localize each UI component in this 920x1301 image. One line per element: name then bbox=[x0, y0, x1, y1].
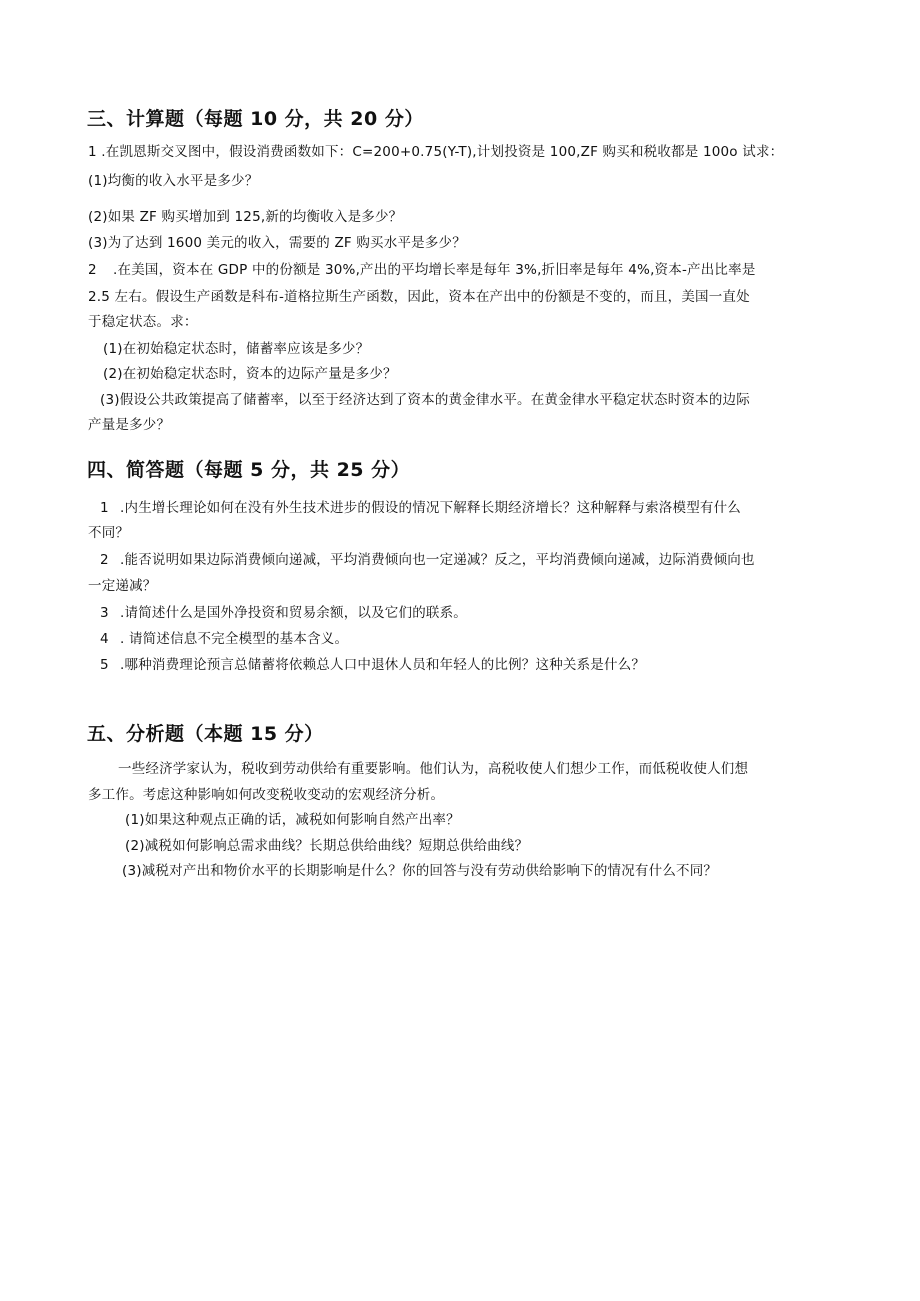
short-q4-line1: . 请简述信息不完全模型的基本含义。 bbox=[120, 631, 349, 647]
analysis-intro-line2: 多工作。考虑这种影响如何改变税收变动的宏观经济分析。 bbox=[88, 787, 445, 803]
calc-q2-part-b: (2)在初始稳定状态时，资本的边际产量是多少？ bbox=[103, 366, 397, 382]
section-title-analysis: 五、分析题（本题 15 分） bbox=[87, 723, 324, 745]
calc-q1-part-c: (3)为了达到 1600 美元的收入，需要的 ZF 购买水平是多少？ bbox=[88, 235, 466, 251]
calc-q2-part-a: (1)在初始稳定状态时，储蓄率应该是多少？ bbox=[103, 341, 370, 357]
section-title-short-answer: 四、简答题（每题 5 分，共 25 分） bbox=[87, 459, 411, 481]
analysis-part-c: (3)减税对产出和物价水平的长期影响是什么？你的回答与没有劳动供给影响下的情况有什么不同？ bbox=[122, 863, 718, 879]
short-q2-line2: 一定递减？ bbox=[88, 578, 157, 594]
short-q4-number: 4 bbox=[100, 631, 109, 647]
short-q2-line1: .能否说明如果边际消费倾向递减，平均消费倾向也一定递减？反之，平均消费倾向递减，边际消费倾向也 bbox=[120, 552, 755, 568]
short-q5-line1: .哪种消费理论预言总储蓄将依赖总人口中退休人员和年轻人的比例？这种关系是什么？ bbox=[120, 657, 646, 673]
short-q1-line2: 不同？ bbox=[88, 525, 130, 541]
calc-q2-line3: 于稳定状态。求： bbox=[88, 314, 198, 330]
analysis-part-a: (1)如果这种观点正确的话，减税如何影响自然产出率？ bbox=[125, 812, 460, 828]
short-q3-number: 3 bbox=[100, 605, 109, 621]
calc-q2-number: 2 bbox=[88, 262, 97, 278]
calc-q1-part-b: (2)如果 ZF 购买增加到 125,新的均衡收入是多少？ bbox=[88, 209, 403, 225]
calc-q2-part-c-line1: (3)假设公共政策提高了储蓄率，以至于经济达到了资本的黄金律水平。在黄金律水平稳定状态时资本的边际 bbox=[100, 392, 750, 408]
calc-q2-line2: 2.5 左右。假设生产函数是科布-道格拉斯生产函数，因此，资本在产出中的份额是不变的，而且，美国一直处 bbox=[88, 289, 750, 305]
short-q3-line1: .请简述什么是国外净投资和贸易余额，以及它们的联系。 bbox=[120, 605, 467, 621]
analysis-part-b: (2)减税如何影响总需求曲线？长期总供给曲线？短期总供给曲线？ bbox=[125, 838, 529, 854]
short-q1-number: 1 bbox=[100, 500, 109, 516]
calc-q1-part-a: (1)均衡的收入水平是多少？ bbox=[88, 173, 259, 189]
calc-q1-text: 1 .在凯恩斯交叉图中，假设消费函数如下：C=200+0.75(Y-T),计划投资是 100,ZF 购买和税收都是 100o 试求： bbox=[88, 144, 784, 160]
short-q1-line1: .内生增长理论如何在没有外生技术进步的假设的情况下解释长期经济增长？这种解释与索洛模型有什么 bbox=[120, 500, 741, 516]
short-q5-number: 5 bbox=[100, 657, 109, 673]
calc-q2-part-c-line2: 产量是多少？ bbox=[88, 417, 171, 433]
short-q2-number: 2 bbox=[100, 552, 109, 568]
analysis-intro-line1: 一些经济学家认为，税收到劳动供给有重要影响。他们认为，高税收使人们想少工作，而低税收使人们想 bbox=[118, 761, 749, 777]
section-title-calculation: 三、计算题（每题 10 分，共 20 分） bbox=[87, 108, 424, 130]
calc-q2-line1: .在美国，资本在 GDP 中的份额是 30%,产出的平均增长率是每年 3%,折旧率是每年 4%,资本-产出比率是 bbox=[113, 262, 756, 278]
